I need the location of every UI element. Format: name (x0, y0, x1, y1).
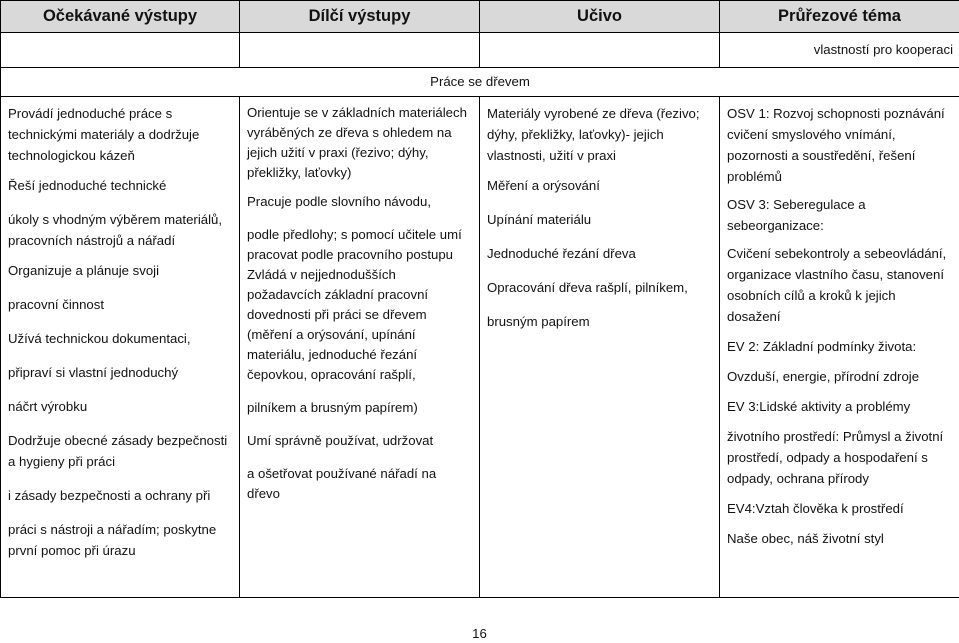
curriculum-item: Upínání materiálu (487, 212, 592, 227)
partial-outcome-item: Orientuje se v základních materiálech vyráběných ze dřeva s ohledem na jejich užití v praxi (řezivo; dýhy, překližky, laťovky) (247, 105, 467, 180)
cross-topic-item: EV 2: Základní podmínky života: (727, 339, 917, 354)
header-expected-outcomes: Očekávané výstupy (1, 1, 240, 33)
outcome-item: práci s nástroji a nářadím; poskytne první pomoc při úrazu (8, 522, 217, 558)
outcome-item: náčrt výrobku (8, 399, 88, 414)
curriculum-item: Jednoduché řezání dřeva (487, 246, 636, 261)
header-cross-topic: Průřezové téma (720, 1, 959, 33)
curriculum-item: brusným papírem (487, 314, 590, 329)
cross-topic-item: EV 3:Lidské aktivity a problémy (727, 399, 911, 414)
carryover-empty-3 (480, 33, 720, 68)
outcome-item: Užívá technickou dokumentaci, (8, 331, 191, 346)
header-partial-outcomes: Dílčí výstupy (240, 1, 480, 33)
curriculum-cell (480, 97, 720, 598)
cross-topics-cell (720, 97, 959, 598)
section-title: Práce se dřevem (1, 68, 959, 97)
outcome-item: úkoly s vhodným výběrem materiálů, pracovních nástrojů a nářadí (8, 212, 223, 248)
partial-outcome-item: Umí správně používat, udržovat (247, 433, 434, 448)
content-row (1, 97, 959, 598)
cross-topic-item: Cvičení sebekontroly a sebeovládání, organizace vlastního času, stanovení osobních cílů a kroků k jejich dosažení (727, 246, 947, 324)
carryover-empty-1 (1, 33, 240, 68)
outcome-item: Dodržuje obecné zásady bezpečnosti a hygieny při práci (8, 433, 228, 469)
curriculum-item: Měření a orýsování (487, 178, 600, 193)
header-row (1, 1, 959, 33)
partial-outcome-item: a ošetřovat používané nářadí na dřevo (247, 466, 437, 501)
cross-topic-item: Naše obec, náš životní styl (727, 531, 884, 546)
carryover-row (1, 33, 959, 68)
outcome-item: i zásady bezpečnosti a ochrany při (8, 488, 211, 503)
expected-outcomes-cell (1, 97, 240, 598)
partial-outcome-item: podle předlohy; s pomocí učitele umí pracovat podle pracovního postupu Zvládá v nejjednodušších požadavcích základní pracovní dovednosti při práci se dřevem (měření a orýsování, upínání materiálu, jednoduché řezání čepovkou, opracování rašplí, (247, 227, 462, 382)
outcome-item: Provádí jednoduché práce s technickými materiály a dodržuje technologickou kázeň (8, 106, 200, 163)
cross-topic-item: Ovzduší, energie, přírodní zdroje (727, 369, 920, 384)
partial-outcome-item: pilníkem a brusným papírem) (247, 400, 418, 415)
cross-topic-item: OSV 3: Seberegulace a sebeorganizace: (727, 197, 866, 233)
page-number: 16 (472, 626, 487, 641)
curriculum-item: Opracování dřeva rašplí, pilníkem, (487, 280, 688, 295)
carryover-empty-2 (240, 33, 480, 68)
curriculum-item: Materiály vyrobené ze dřeva (řezivo; dýhy, překližky, laťovky)- jejich vlastnosti, užití v praxi (487, 106, 700, 163)
header-curriculum: Učivo (480, 1, 720, 33)
cross-topic-item: EV4:Vztah člověka k prostředí (727, 501, 904, 516)
carryover-cross-topic: vlastností pro kooperaci (720, 33, 959, 68)
cross-topic-item: životního prostředí: Průmysl a životní prostředí, odpady a hospodaření s odpady, ochrana přírody (727, 429, 944, 486)
section-row (1, 68, 959, 97)
outcome-item: Řeší jednoduché technické (8, 178, 167, 193)
partial-outcomes-cell (240, 97, 480, 598)
outcome-item: připraví si vlastní jednoduchý (8, 365, 179, 380)
partial-outcome-item: Pracuje podle slovního návodu, (247, 194, 432, 209)
outcome-item: pracovní činnost (8, 297, 105, 312)
cross-topic-item: OSV 1: Rozvoj schopnosti poznávání cvičení smyslového vnímání, pozornosti a soustředění, řešení problémů (727, 106, 945, 184)
outcome-item: Organizuje a plánuje svoji (8, 263, 160, 278)
